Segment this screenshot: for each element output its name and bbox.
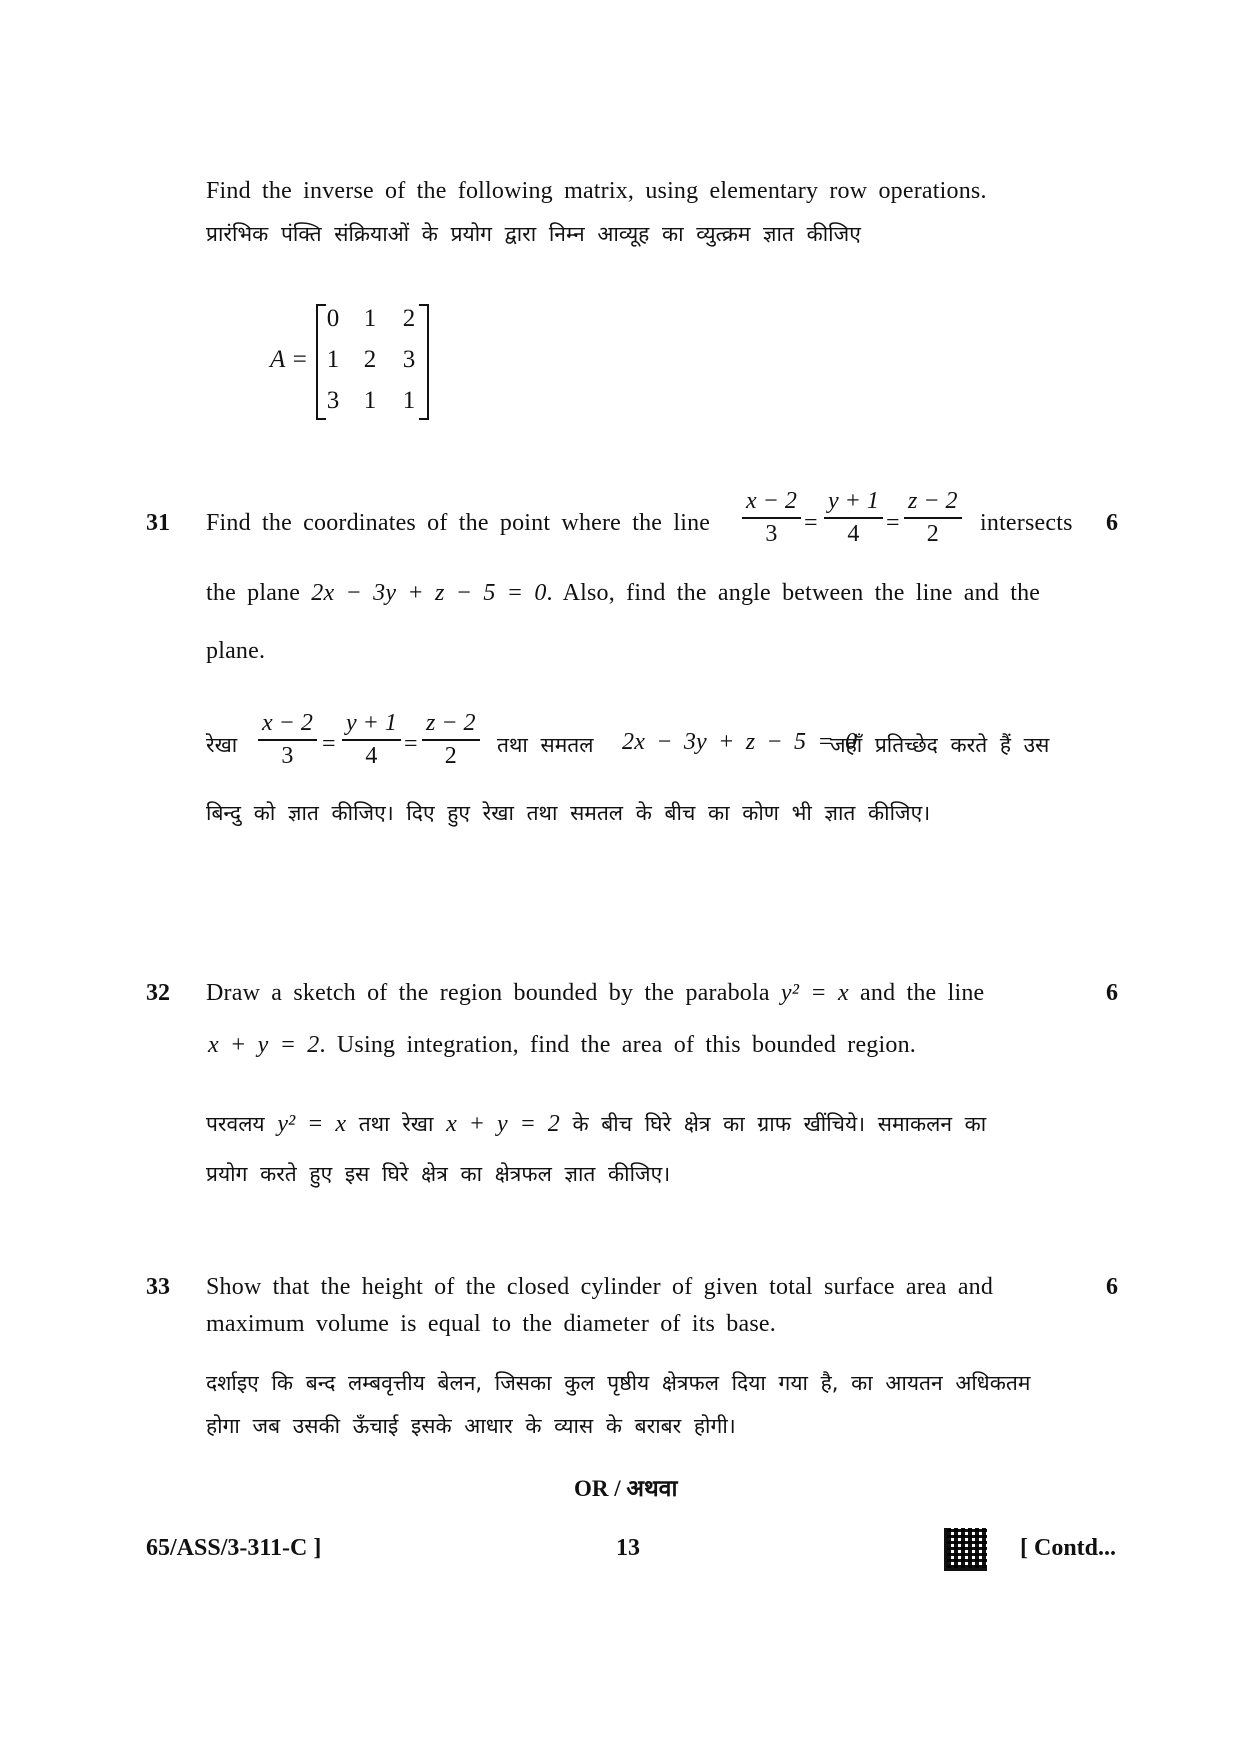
or-divider: OR / अथवा <box>574 1476 678 1501</box>
plane-equation: 2x − 3y + z − 5 = 0 <box>311 580 547 606</box>
continued-label: [ Contd... <box>1020 1535 1117 1561</box>
q31-hi-line1-end: जहाँ प्रतिच्छेद करते हैं उस <box>830 733 1050 757</box>
q31-en-line2: the plane 2x − 3y + z − 5 = 0. Also, find the angle between the line and the <box>206 580 1041 606</box>
matrix-cell: 1 <box>402 387 416 414</box>
line-equation: x + y = 2 <box>208 1032 320 1058</box>
matrix-cell: 2 <box>402 305 416 332</box>
equals-sign: = <box>804 510 818 536</box>
matrix-cell: 1 <box>363 305 377 332</box>
q31-en-line1-start: Find the coordinates of the point where the line <box>206 510 711 536</box>
q31-fraction-z: z − 2 2 <box>904 488 962 548</box>
question-number-33: 33 <box>146 1274 170 1300</box>
matrix-cell: 2 <box>363 346 377 373</box>
matrix-label: A = <box>270 346 308 373</box>
q33-hi-line2: होगा जब उसकी ऊँचाई इसके आधार के व्यास के बराबर होगी। <box>206 1414 736 1438</box>
q32-hi-line1: परवलय y² = x तथा रेखा x + y = 2 के बीच घिरे क्षेत्र का ग्राफ खींचिये। समाकलन का <box>206 1111 987 1137</box>
matrix-cell: 1 <box>326 346 340 373</box>
datamatrix-barcode-icon <box>944 1528 987 1571</box>
matrix-cell: 3 <box>326 387 340 414</box>
q32-marks: 6 <box>1106 980 1118 1006</box>
equals-sign: = <box>404 731 418 757</box>
q32-hi-line2: प्रयोग करते हुए इस घिरे क्षेत्र का क्षेत्रफल ज्ञात कीजिए। <box>206 1162 671 1186</box>
matrix-cell: 1 <box>363 387 377 414</box>
q31-marks: 6 <box>1106 510 1118 536</box>
question-number-32: 32 <box>146 980 170 1006</box>
paper-code: 65/ASS/3-311-C ] <box>146 1535 322 1561</box>
q31-hi-line1-start: रेखा <box>206 733 238 757</box>
q31-en-line3: plane. <box>206 638 266 664</box>
question-number-31: 31 <box>146 510 170 536</box>
q31-hi-line1-mid: तथा समतल <box>497 733 594 757</box>
page-number: 13 <box>616 1535 640 1561</box>
matrix-cell: 0 <box>326 305 340 332</box>
q32-en-line2: x + y = 2. Using integration, find the area of this bounded region. <box>208 1032 916 1058</box>
q31-fraction-y: y + 1 4 <box>824 488 883 548</box>
equals-sign: = <box>322 731 336 757</box>
q33-en-line1: Show that the height of the closed cylinder of given total surface area and <box>206 1274 994 1300</box>
q31-hi-fraction-y: y + 1 4 <box>342 710 401 770</box>
intro-hindi-text: प्रारंभिक पंक्ति संक्रियाओं के प्रयोग द्वारा निम्न आव्यूह का व्युत्क्रम ज्ञात कीजिए <box>206 222 861 246</box>
q31-en-line1-end: intersects <box>980 510 1073 536</box>
q33-en-line2: maximum volume is equal to the diameter of its base. <box>206 1311 776 1337</box>
q31-hi-line2: बिन्दु को ज्ञात कीजिए। दिए हुए रेखा तथा समतल के बीच का कोण भी ज्ञात कीजिए। <box>206 801 931 825</box>
q31-hi-fraction-z: z − 2 2 <box>422 710 480 770</box>
intro-english-text: Find the inverse of the following matrix, using elementary row operations. <box>206 178 987 204</box>
q33-marks: 6 <box>1106 1274 1118 1300</box>
q31-hi-fraction-x: x − 2 3 <box>258 710 317 770</box>
q31-fraction-x: x − 2 3 <box>742 488 801 548</box>
matrix-cell: 3 <box>402 346 416 373</box>
q33-hi-line1: दर्शाइए कि बन्द लम्बवृत्तीय बेलन, जिसका कुल पृष्ठीय क्षेत्रफल दिया गया है, का आयतन अधिकतम <box>206 1371 1031 1395</box>
q32-en-line1: Draw a sketch of the region bounded by the parabola y² = x and the line <box>206 980 985 1006</box>
equals-sign: = <box>886 510 900 536</box>
plane-equation-hi: 2x − 3y + z − 5 = 0 <box>622 729 858 755</box>
parabola-equation: y² = x <box>780 980 849 1006</box>
